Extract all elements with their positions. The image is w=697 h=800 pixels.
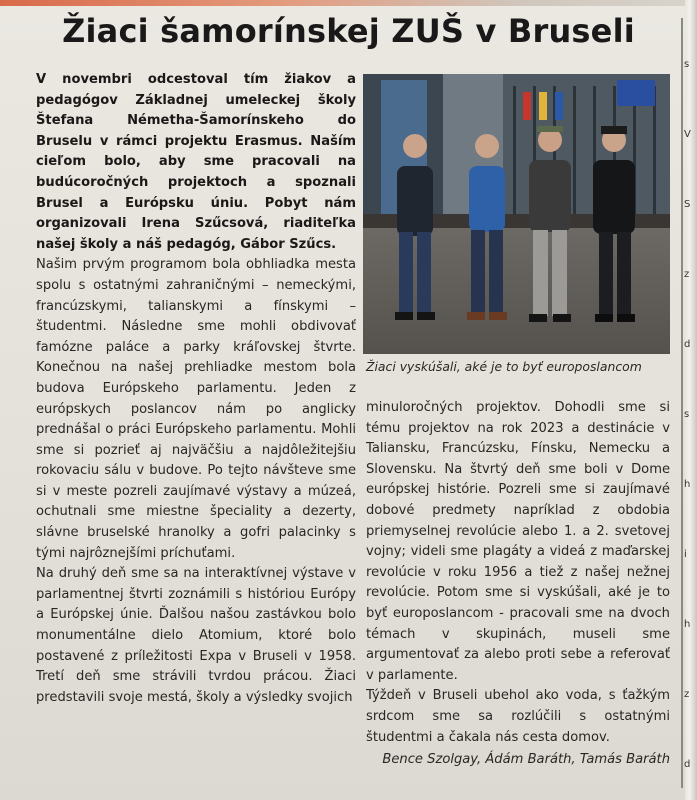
left-column xyxy=(36,70,356,708)
article-title: Žiaci šamorínskej ZUŠ v Bruseli xyxy=(62,12,635,50)
paragraph-closing: Týždeň v Bruseli ubehol ako voda, s ťažkým srdcom sme sa rozlúčili s ostatnými študentmi a čakala nás cesta domov. xyxy=(366,688,670,745)
paragraph-second-day-continued: minuloročných projektov. Dohodli sme si tému projektov na rok 2023 a destinácie v Taliansku, Francúzsku, Fínsku, Nemecku a Slovensku. Na štvrtý deň sme boli v Dome európskej histórie. Pozreli sme si zaujímavé dobové predmety napríklad z obdobia priemyselnej revolúcie alebo 1. a 2. svetovej vojny; videli sme plagáty a videá z maďarskej revolúcie v roku 1956 a tiež z našej nežnej revolúcie. Potom sme si vyskúšali, aké je to byť europoslancom - pracovali sme na dvoch témach v skupinách, museli sme argumentovať za alebo proti sebe a referovať v parlamente. xyxy=(366,400,670,683)
article-signature: Bence Szolgay, Ádám Baráth, Tamás Baráth xyxy=(382,752,670,768)
right-column xyxy=(366,398,670,771)
adjacent-column-fragment: s V S z d s h i h z d xyxy=(684,59,691,770)
group-photo xyxy=(363,74,670,354)
photo-caption: Žiaci vyskúšali, aké je to byť europoslancom xyxy=(366,359,642,374)
paragraph-second-day: Na druhý deň sme sa na interaktívnej výstave v parlamentnej štvrti zoznámili s históriou Európy a Európskej únie. Ďalšou našou zastávkou bolo monumentálne dielo Atomium, ktoré bolo postavené z príležitosti Expa v Bruseli v 1958. Tretí deň sme strávili tvrdou prácou. Žiaci predstavili svoje mestá, školy a výsledky svojich xyxy=(36,566,356,705)
column-divider xyxy=(681,18,683,788)
group-photo-illustration xyxy=(363,74,670,354)
paragraph-city-tour: Našim prvým programom bola obhliadka mesta spolu s ostatnými zahraničnými – nemeckými, francúzskymi, talianskymi a fínskymi – študentmi. Následne sme mohli obdivovať famózne paláce a parky kráľovskej štvrte. Konečnou na našej prehliadke mestom bola budova Európskeho parlamentu. Jeden z európskych poslancov nám po anglicky prednášal o práci Európskeho parlamentu. Mohli sme si pozrieť aj najväčšiu a najdôležitejšiu rokovaciu sálu v budove. Po tejto návšteve sme si v meste pozreli zaujímavé výstavy a múzeá, ochutnali sme miestne špeciality a dezerty, slávne bruselské hranolky a gofri palacinky s tými najrôznejšími príchuťami. xyxy=(36,257,356,561)
article-lead: V novembri odcestoval tím žiakov a pedagógov Základnej umeleckej školy Štefana Németha-Šamorínskeho do Bruselu v rámci projektu Erasmus. Naším cieľom bolo, aby sme pracovali na budúcoročných projektoch a spoznali Brusel a Európsku úniu. Pobyt nám organizovali Irena Szűcsová, riaditeľka našej školy a náš pedagóg, Gábor Szűcs. xyxy=(36,72,356,252)
top-color-stripe xyxy=(0,0,697,6)
